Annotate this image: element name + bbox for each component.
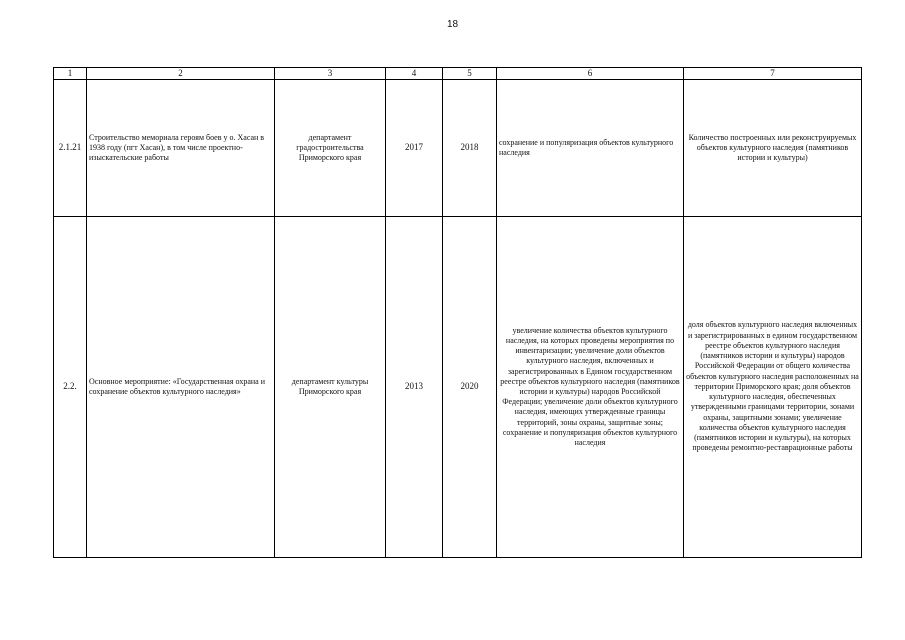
row-code: 2.1.21 xyxy=(54,80,87,217)
page-number: 18 xyxy=(446,19,459,30)
responsible-executor: департамент культуры Приморского края xyxy=(275,217,386,558)
responsible-executor: департамент градостроительства Приморского края xyxy=(275,80,386,217)
expected-result: сохранение и популяризация объектов культурного наследия xyxy=(497,80,684,217)
column-number: 3 xyxy=(275,68,386,80)
column-number: 5 xyxy=(443,68,497,80)
end-year: 2018 xyxy=(443,80,497,217)
table-row xyxy=(54,80,862,217)
indicator: Количество построенных или реконструируемых объектов культурного наследия (памятников истории и культуры) xyxy=(684,80,862,217)
column-number: 1 xyxy=(54,68,87,80)
row-code: 2.2. xyxy=(54,217,87,558)
column-number: 2 xyxy=(87,68,275,80)
indicator: доля объектов культурного наследия включенных и зарегистрированных в едином государственном реестре объектов культурного наследия (памятников истории и культуры) народов Российской Федерации от общего количества объектов культурного наследия расположенных на территории Приморского края; доля объектов культурного наследия, обеспеченных утвержденными границами территории, зонами охраны, защитными зонами; увеличение количества объектов культурного наследия (памятников истории и культуры), на которых проведены ремонтно-реставрационные работы xyxy=(684,217,862,558)
column-number: 4 xyxy=(386,68,443,80)
activity-name: Основное мероприятие: «Государственная охрана и сохранение объектов культурного наследия» xyxy=(87,217,275,558)
end-year: 2020 xyxy=(443,217,497,558)
table-row xyxy=(54,217,862,558)
program-activities-table xyxy=(53,67,862,558)
expected-result: увеличение количества объектов культурного наследия, на которых проведены мероприятия по инвентаризации; увеличение доли объектов культурного наследия, включенных и зарегистрированных в Едином государственном реестре объектов культурного наследия (памятников истории и культуры) народов Российской Федерации; увеличение доли объектов культурного наследия, имеющих утвержденные границы территорий, зоны охраны, защитные зоны; сохранение и популяризация объектов культурного наследия xyxy=(497,217,684,558)
column-number: 6 xyxy=(497,68,684,80)
column-number-row xyxy=(54,68,862,80)
activity-name: Строительство мемориала героям боев у о. Хасан в 1938 году (пгт Хасан), в том числе проектно-изыскательские работы xyxy=(87,80,275,217)
start-year: 2017 xyxy=(386,80,443,217)
column-number: 7 xyxy=(684,68,862,80)
start-year: 2013 xyxy=(386,217,443,558)
